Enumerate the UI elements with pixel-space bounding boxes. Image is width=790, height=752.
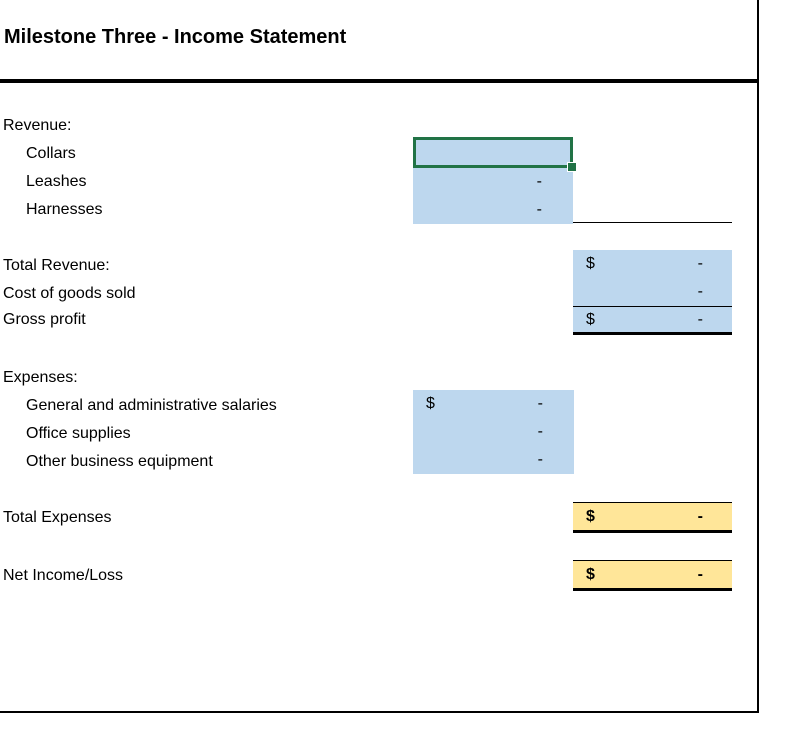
total-revenue-currency: $ <box>586 255 595 272</box>
business-equipment-cell[interactable] <box>413 446 574 474</box>
harnesses-cell[interactable] <box>413 196 573 224</box>
net-income-value: - <box>697 566 703 583</box>
business-equipment-label: Other business equipment <box>26 453 213 470</box>
business-equipment-value: - <box>537 451 543 468</box>
leashes-label: Leashes <box>26 173 87 190</box>
total-revenue-value: - <box>697 255 703 272</box>
leashes-cell[interactable] <box>413 168 573 196</box>
title-divider <box>0 79 759 83</box>
total-expenses-double-underline <box>573 530 732 533</box>
gross-profit-double-underline <box>573 332 732 335</box>
total-expenses-currency: $ <box>586 508 595 525</box>
expenses-header: Expenses: <box>3 369 78 386</box>
cogs-value: - <box>697 283 703 300</box>
cogs-label: Cost of goods sold <box>3 285 136 302</box>
gross-profit-value: - <box>697 311 703 328</box>
salaries-value: - <box>537 395 543 412</box>
office-supplies-label: Office supplies <box>26 425 131 442</box>
office-supplies-cell[interactable] <box>413 418 574 446</box>
total-revenue-label: Total Revenue: <box>3 257 110 274</box>
gross-profit-cell[interactable] <box>573 307 732 332</box>
gross-profit-label: Gross profit <box>3 311 86 328</box>
total-expenses-value: - <box>697 508 703 525</box>
cogs-cell[interactable] <box>573 278 732 306</box>
active-cell-selection[interactable] <box>413 137 573 168</box>
net-income-label: Net Income/Loss <box>3 567 124 584</box>
revenue-header: Revenue: <box>3 117 72 134</box>
net-income-double-underline <box>573 588 732 591</box>
revenue-underline <box>573 222 732 223</box>
net-income-currency: $ <box>586 566 595 583</box>
sheet-right-border <box>757 0 759 713</box>
salaries-cell[interactable] <box>413 390 574 418</box>
gross-profit-currency: $ <box>586 311 595 328</box>
harnesses-label: Harnesses <box>26 201 103 218</box>
total-expenses-label: Total Expenses <box>3 509 112 526</box>
leashes-value: - <box>536 173 542 190</box>
salaries-label: General and administrative salaries <box>26 397 277 414</box>
harnesses-value: - <box>536 201 542 218</box>
total-expenses-cell[interactable] <box>573 503 732 530</box>
collars-label: Collars <box>26 145 76 162</box>
net-income-cell[interactable] <box>573 561 732 588</box>
total-revenue-cell[interactable] <box>573 250 732 278</box>
office-supplies-value: - <box>537 423 543 440</box>
sheet-title: Milestone Three - Income Statement <box>4 26 347 48</box>
salaries-currency: $ <box>426 395 435 412</box>
sheet-bottom-border <box>0 711 759 713</box>
